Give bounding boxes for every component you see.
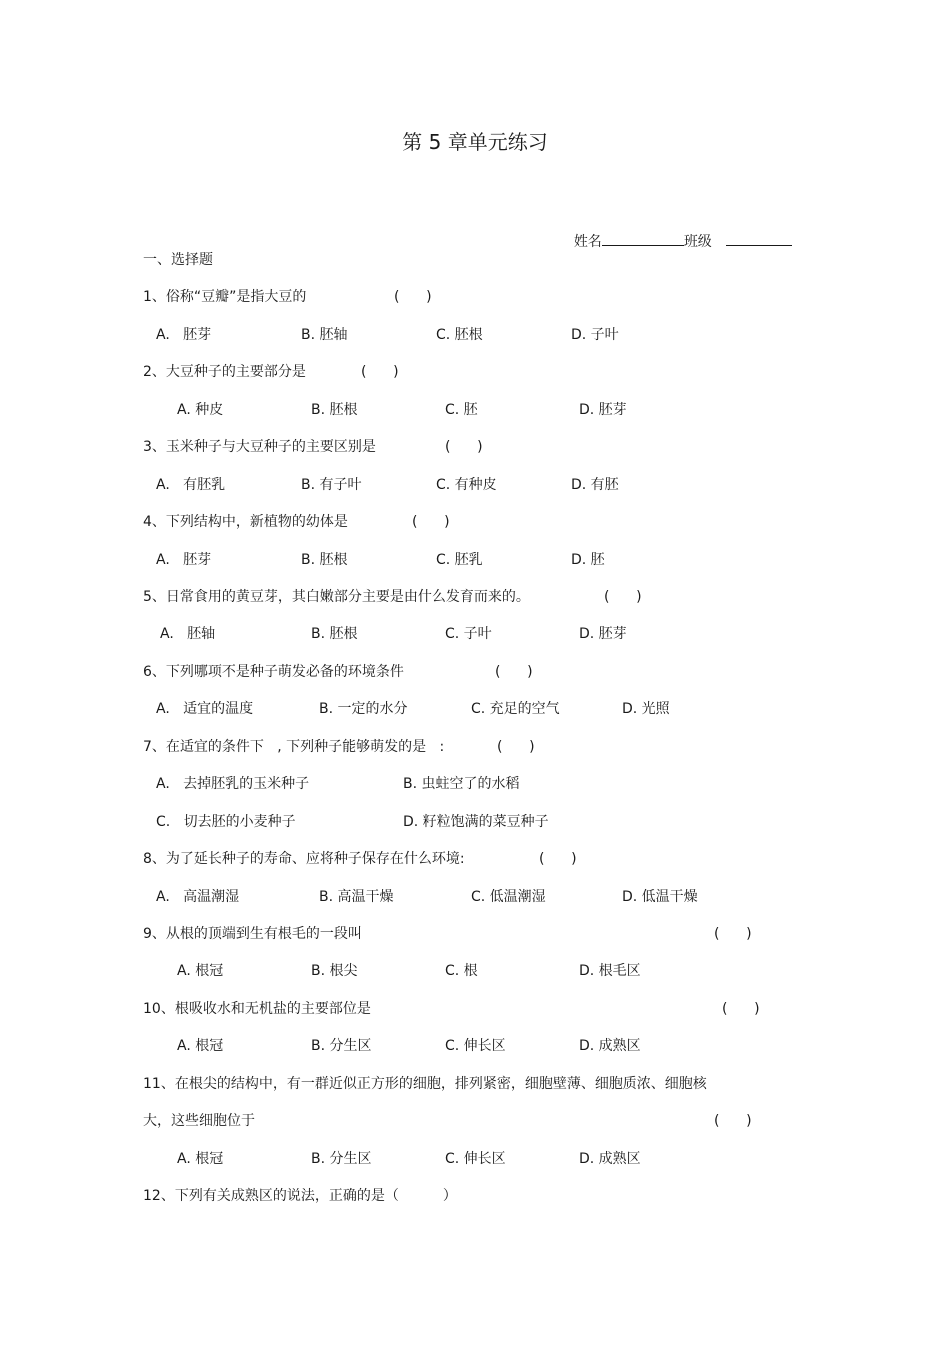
option-4a[interactable]: A. 胚芽	[156, 552, 212, 568]
class-blank[interactable]	[726, 231, 792, 246]
answer-paren-2[interactable]: ( )	[361, 364, 399, 380]
question-11: 11、在根尖的结构中，有一群近似正方形的细胞，排列紧密，细胞壁薄、细胞质浓、细胞核	[143, 1076, 707, 1092]
question-12-text: 12、下列有关成熟区的说法，正确的是（	[143, 1188, 399, 1204]
option-1a[interactable]: A. 胚芽	[156, 327, 212, 343]
option-6c[interactable]: C. 充足的空气	[471, 701, 560, 717]
option-7c[interactable]: C. 切去胚的小麦种子	[156, 814, 296, 830]
answer-paren-1[interactable]: ( )	[394, 289, 432, 305]
answer-paren-3[interactable]: ( )	[445, 439, 483, 455]
option-8c[interactable]: C. 低温潮湿	[471, 889, 546, 905]
name-label: 姓名	[573, 234, 602, 250]
question-10: 10、根吸收水和无机盐的主要部位是	[143, 1001, 371, 1017]
option-2a[interactable]: A. 种皮	[177, 402, 224, 418]
option-6b[interactable]: B. 一定的水分	[319, 701, 408, 717]
option-2c[interactable]: C. 胚	[445, 402, 478, 418]
option-10d[interactable]: D. 成熟区	[579, 1038, 641, 1054]
answer-paren-9[interactable]: ( )	[714, 926, 752, 942]
option-3d[interactable]: D. 有胚	[571, 477, 619, 493]
question-8: 8、为了延长种子的寿命、应将种子保存在什么环境:	[143, 851, 465, 867]
question-3: 3、玉米种子与大豆种子的主要区别是	[143, 439, 376, 455]
answer-paren-12[interactable]: ）	[442, 1188, 457, 1204]
option-4b[interactable]: B. 胚根	[301, 552, 348, 568]
answer-paren-11[interactable]: ( )	[714, 1113, 752, 1129]
option-8b[interactable]: B. 高温干燥	[319, 889, 394, 905]
option-7b[interactable]: B. 虫蛀空了的水稻	[403, 776, 520, 792]
option-11d[interactable]: D. 成熟区	[579, 1151, 641, 1167]
question-12	[143, 1187, 457, 1205]
option-4d[interactable]: D. 胚	[571, 552, 605, 568]
question-1: 1、俗称“豆瓣”是指大豆的	[143, 289, 307, 305]
name-blank[interactable]	[602, 231, 684, 246]
answer-paren-10[interactable]: ( )	[722, 1001, 760, 1017]
option-2d[interactable]: D. 胚芽	[579, 402, 627, 418]
option-8d[interactable]: D. 低温干燥	[622, 889, 698, 905]
option-8a[interactable]: A. 高温潮湿	[156, 889, 240, 905]
option-10b[interactable]: B. 分生区	[311, 1038, 372, 1054]
class-label: 班级	[683, 234, 712, 250]
option-3b[interactable]: B. 有子叶	[301, 477, 362, 493]
option-3a[interactable]: A. 有胚乳	[156, 477, 226, 493]
option-5c[interactable]: C. 子叶	[445, 626, 492, 642]
answer-paren-6[interactable]: ( )	[495, 664, 533, 680]
option-9d[interactable]: D. 根毛区	[579, 963, 641, 979]
option-2b[interactable]: B. 胚根	[311, 402, 358, 418]
option-1b[interactable]: B. 胚轴	[301, 327, 348, 343]
option-9b[interactable]: B. 根尖	[311, 963, 358, 979]
option-10a[interactable]: A. 根冠	[177, 1038, 224, 1054]
page-title: 第 5 章单元练习	[402, 130, 548, 154]
option-11c[interactable]: C. 伸长区	[445, 1151, 506, 1167]
question-9: 9、从根的顶端到生有根毛的一段叫	[143, 926, 362, 942]
option-5b[interactable]: B. 胚根	[311, 626, 358, 642]
name-field	[556, 213, 792, 269]
option-11b[interactable]: B. 分生区	[311, 1151, 372, 1167]
question-11-continued: 大，这些细胞位于	[143, 1113, 255, 1129]
answer-paren-8[interactable]: ( )	[539, 851, 577, 867]
option-7d[interactable]: D. 籽粒饱满的菜豆种子	[403, 814, 549, 830]
option-5d[interactable]: D. 胚芽	[579, 626, 627, 642]
option-10c[interactable]: C. 伸长区	[445, 1038, 506, 1054]
question-6: 6、下列哪项不是种子萌发必备的环境条件	[143, 664, 404, 680]
option-6a[interactable]: A. 适宜的温度	[156, 701, 254, 717]
question-4: 4、下列结构中，新植物的幼体是	[143, 514, 348, 530]
answer-paren-5[interactable]: ( )	[604, 589, 642, 605]
option-7a[interactable]: A. 去掉胚乳的玉米种子	[156, 776, 310, 792]
question-5: 5、日常食用的黄豆芽，其白嫩部分主要是由什么发育而来的。	[143, 589, 530, 605]
question-7: 7、在适宜的条件下 , 下列种子能够萌发的是 :	[143, 739, 445, 755]
option-1d[interactable]: D. 子叶	[571, 327, 619, 343]
option-6d[interactable]: D. 光照	[622, 701, 670, 717]
option-4c[interactable]: C. 胚乳	[436, 552, 483, 568]
section-heading: 一、选择题	[143, 252, 213, 268]
answer-paren-4[interactable]: ( )	[412, 514, 450, 530]
option-9a[interactable]: A. 根冠	[177, 963, 224, 979]
option-11a[interactable]: A. 根冠	[177, 1151, 224, 1167]
option-3c[interactable]: C. 有种皮	[436, 477, 497, 493]
option-1c[interactable]: C. 胚根	[436, 327, 483, 343]
option-5a[interactable]: A. 胚轴	[160, 626, 216, 642]
option-9c[interactable]: C. 根	[445, 963, 478, 979]
answer-paren-7[interactable]: ( )	[497, 739, 535, 755]
question-2: 2、大豆种子的主要部分是	[143, 364, 306, 380]
